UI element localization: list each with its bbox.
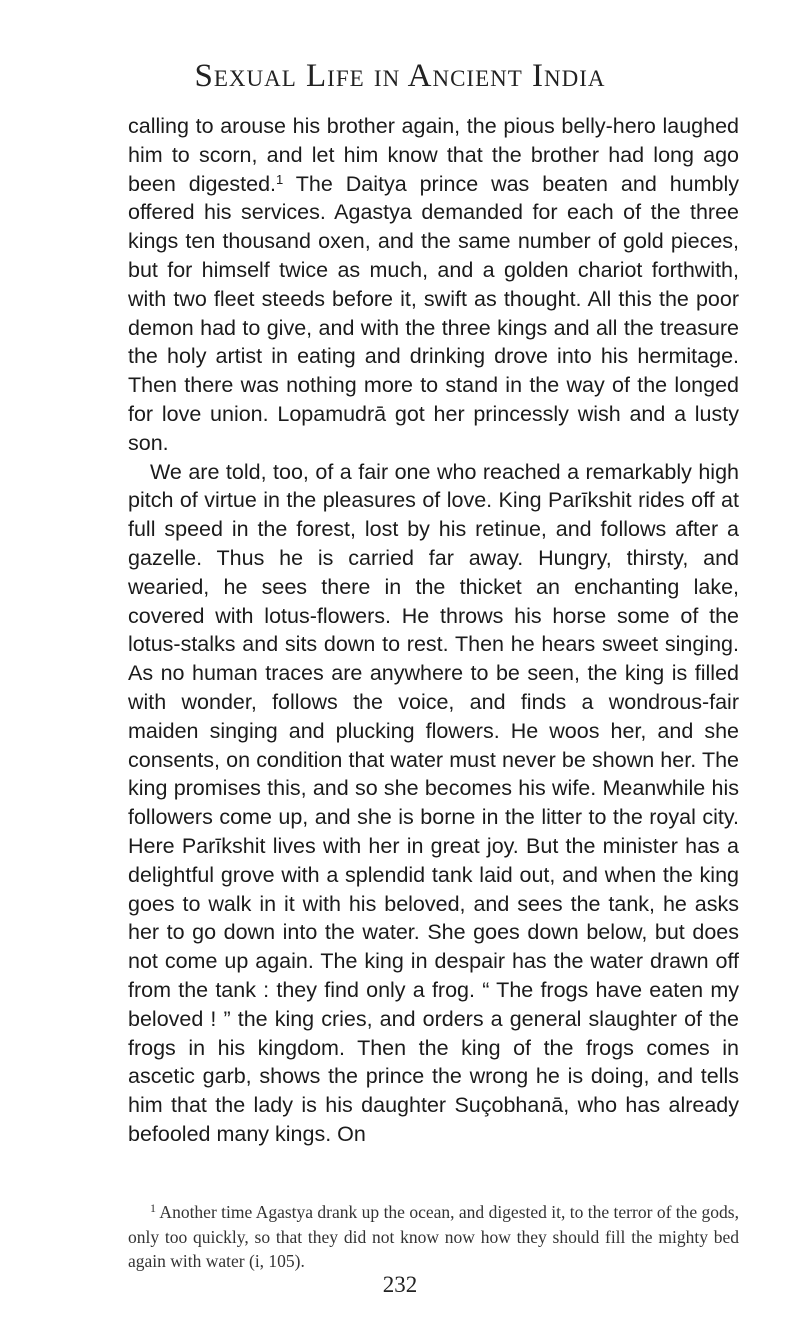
footnote-text: Another time Agastya drank up the ocean, and digested it, to the terror of the gods, only too quickly, so that they did not know now how they should fill the mighty bed again with water (i, 105). (128, 1202, 739, 1271)
paragraph-1 (128, 112, 739, 458)
footnote-reference: 1 (276, 171, 284, 187)
page-number: 232 (382, 1272, 418, 1297)
footnote (128, 1200, 739, 1274)
footnote-marker: 1 (150, 1201, 156, 1215)
running-title: Sexual Life in Ancient India (194, 58, 606, 94)
paragraph-1-part-2: The Daitya prince was beaten and humbly offered his services. Agastya demanded for each of the three kings ten thousand oxen, and the same number of gold pieces, but for himself twice as much, and a golden chariot forthwith, with two fleet steeds before it, swift as thought. All this the poor demon had to give, and with the three kings and all the treasure the holy artist in eating and drinking drove into his hermitage. Then there was nothing more to stand in the way of the longed for love union. Lopamudrā got her princessly wish and a lusty son. (128, 171, 739, 455)
paragraph-2: We are told, too, of a fair one who reached a remarkably high pitch of virtue in the pleasures of love. King Parīkshit rides off at full speed in the forest, lost by his retinue, and follows after a gazelle. Thus he is carried far away. Hungry, thirsty, and wearied, he sees there in the thicket an enchanting lake, covered with lotus-flowers. He throws his horse some of the lotus-stalks and sits down to rest. Then he hears sweet singing. As no human traces are anywhere to be seen, the king is filled with wonder, follows the voice, and finds a wondrous-fair maiden singing and plucking flowers. He woos her, and she consents, on condition that water must never be shown her. The king promises this, and so she becomes his wife. Meanwhile his followers come up, and she is borne in the litter to the royal city. Here Parīkshit lives with her in great joy. But the minister has a delightful grove with a splendid tank laid out, and when the king goes to walk in it with his beloved, and sees the tank, he asks her to go down into the water. She goes down below, but does not come up again. The king in despair has the water drawn off from the tank : they find only a frog. “ The frogs have eaten my beloved ! ” the king cries, and orders a general slaughter of the frogs in his kingdom. Then the king of the frogs comes in ascetic garb, shows the prince the wrong he is doing, and tells him that the lady is his daughter Suçobhanā, who has already befooled many kings. On (128, 459, 739, 1146)
body-text (128, 112, 739, 1149)
paragraph-1-part-1: calling to arouse his brother again, the pious belly-hero laughed him to scorn, and let him know that the brother had long ago been digested. (128, 114, 739, 196)
